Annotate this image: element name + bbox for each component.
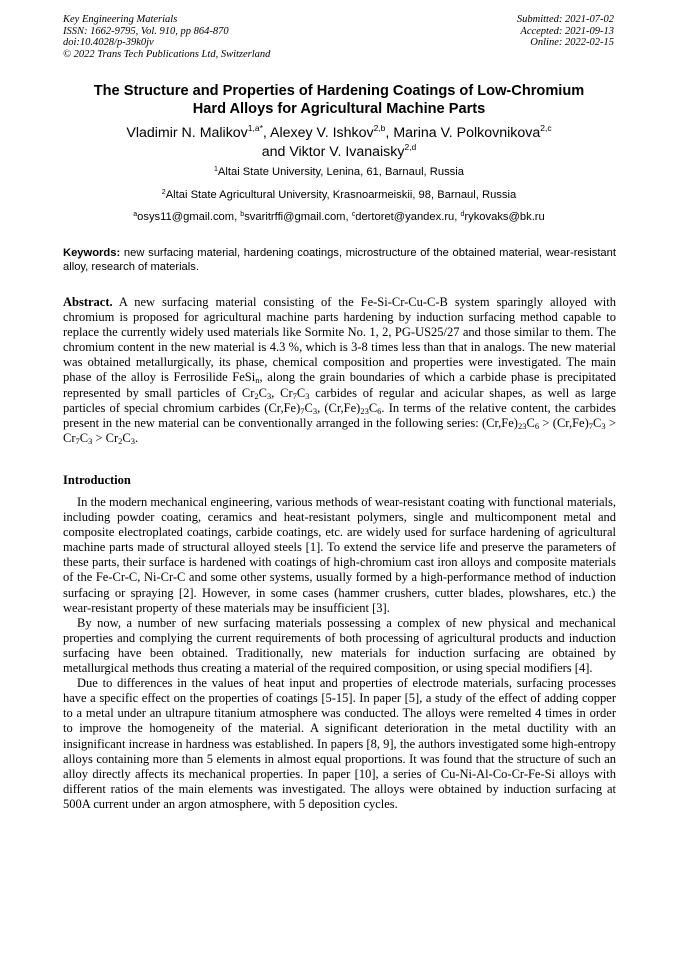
formula-subscript: 23 <box>517 420 527 431</box>
affil-text: Altai State University, Lenina, 61, Barnaul, Russia <box>217 166 464 178</box>
abstract-text: . In terms of the relative content, the carbides present in the new material can be conventionally arranged in the following series: (Cr,Fe) <box>63 400 616 430</box>
author-conjunction: and <box>261 144 290 160</box>
formula-subscript: n <box>255 375 260 386</box>
email-link[interactable]: svaritrffi@gmail.com, <box>244 211 352 223</box>
abstract-text: C <box>593 415 602 430</box>
abstract-text: . <box>135 430 139 445</box>
author-list <box>60 124 618 162</box>
author-name: Alexey V. Ishkov <box>270 125 374 141</box>
paragraph: By now, a number of new surfacing materials possessing a complex of new physical and mechanical properties and complying the current requirements of both processing of agricultural products and induction surfacing have been obtained. Traditionally, new materials for induction surfacing are obtained by metallurgical methods thus creating a material of the required composition, or using special modifiers [4]. <box>63 615 616 676</box>
affiliation-2 <box>40 189 638 201</box>
journal-issn: ISSN: 1662-9795, Vol. 910, pp 864-870 <box>63 25 229 37</box>
affil-mark: 2 <box>161 189 166 196</box>
formula-subscript: 7 <box>75 435 80 446</box>
author-name: Vladimir N. Malikov <box>126 125 248 141</box>
accepted-date: Accepted: 2021-09-13 <box>520 25 614 37</box>
email-mark: b <box>240 211 245 218</box>
formula-subscript: 2 <box>118 435 123 446</box>
formula-subscript: 3 <box>601 420 606 431</box>
abstract-text: C <box>304 400 313 415</box>
email-link[interactable]: rykovaks@bk.ru <box>464 211 545 223</box>
abstract-text: , (Cr,Fe) <box>317 400 361 415</box>
formula-subscript: 6 <box>534 420 540 431</box>
abstract-label: Abstract. <box>63 295 113 309</box>
author-affil-mark: 2,b <box>373 123 386 133</box>
paper-title <box>55 82 623 118</box>
abstract-text: > Cr <box>92 430 119 445</box>
author-name: Marina V. Polkovnikova <box>393 125 541 141</box>
email-link[interactable]: osys11@gmail.com, <box>137 211 241 223</box>
section-heading-introduction: Introduction <box>63 473 131 487</box>
author-affil-mark: 2,d <box>404 142 417 152</box>
formula-subscript: 23 <box>360 405 369 416</box>
formula-subscript: 2 <box>254 390 259 401</box>
abstract-text: > Cr <box>63 415 616 445</box>
email-list <box>40 211 638 223</box>
formula-subscript: 6 <box>377 405 382 416</box>
abstract-text: , Cr <box>271 385 293 400</box>
title-line-1: The Structure and Properties of Hardening Coatings of Low-Chromium <box>93 83 585 99</box>
formula-subscript: 3 <box>130 435 135 446</box>
submitted-date: Submitted: 2021-07-02 <box>516 14 614 25</box>
keywords <box>63 246 616 274</box>
keywords-label: Keywords: <box>63 247 121 259</box>
author-separator: , <box>262 125 271 141</box>
email-mark: a <box>133 211 138 218</box>
email-mark: d <box>460 211 465 218</box>
formula-subscript: 3 <box>88 435 93 446</box>
abstract-text: C <box>258 385 267 400</box>
submission-dates <box>517 14 614 49</box>
abstract-text: carbides of regular and acicular shapes, as well as large particles of special chromium carbides (Cr,Fe) <box>63 385 616 415</box>
author-affil-mark: 1,a* <box>247 123 263 133</box>
affiliation-1 <box>40 166 638 178</box>
abstract-text: > (Cr,Fe) <box>539 415 589 430</box>
abstract-text: C <box>296 385 306 400</box>
author-name: Viktor V. Ivanaisky <box>289 144 405 160</box>
affil-mark: 1 <box>214 166 218 173</box>
journal-copyright: © 2022 Trans Tech Publications Ltd, Switzerland <box>63 48 271 60</box>
abstract-text: C <box>526 415 535 430</box>
formula-subscript: 7 <box>292 390 297 401</box>
formula-subscript: 3 <box>305 390 310 401</box>
author-affil-mark: 2,c <box>540 123 552 133</box>
online-date: Online: 2022-02-15 <box>530 37 614 49</box>
abstract <box>63 295 616 446</box>
abstract-text: C <box>122 430 131 445</box>
email-mark: c <box>351 211 356 218</box>
affil-text: Altai State Agricultural University, Krasnoarmeiskii, 98, Barnaul, Russia <box>165 189 517 201</box>
author-separator: , <box>385 125 394 141</box>
paragraph: In the modern mechanical engineering, various methods of wear-resistant coating with functional materials, including powder coating, ceramics and heat-resistant polymers, single and multicomponent metal and composite electroplated coatings, carbide coatings, etc. are widely used for surface hardening of agricultural machine parts made of structural alloyed steels [1]. To extend the service life and preserve the parameters of these parts, their surface is hardened with coatings of high-chromium cast iron alloys and composite materials of the Fe-Cr-C, Ni-Cr-C and some other systems, usually formed by a high-performance method of induction surfacing or spraying [2]. However, in some cases (hammer crushers, cutter blades, plowshares, etc.) the wear-resistant property of these materials may be insufficient [3]. <box>63 495 616 615</box>
keywords-text: new surfacing material, hardening coatings, microstructure of the obtained material, wear-resistant alloy, research of materials. <box>63 247 616 273</box>
paragraph: Due to differences in the values of heat input and properties of electrode materials, surfacing processes have a specific effect on the properties of coatings [5-15]. In paper [5], a study of the effect of adding copper to a metal under an ultrapure titanium atmosphere was conducted. The alloys were remelted 4 times in order to improve the homogeneity of the material. A significant deterioration in the metal ductility with an insignificant increase in hardness was established. In papers [8, 9], the authors investigated some high-entropy alloys containing more than 5 elements in almost equal proportions. It was found that the structure of such an alloy directly affects its mechanical properties. In paper [10], a series of Cu-Ni-Al-Co-Cr-Fe-Si alloys with different ratios of the main elements was investigated. The alloys were obtained by induction surfacing at 500A current under an argon atmosphere, with 5 deposition cycles. <box>63 676 616 811</box>
title-line-2: Hard Alloys for Agricultural Machine Parts <box>192 101 486 117</box>
formula-subscript: 7 <box>588 420 593 431</box>
email-link[interactable]: dertoret@yandex.ru, <box>355 211 461 223</box>
abstract-text: C <box>79 430 89 445</box>
introduction-body <box>63 495 616 812</box>
formula-subscript: 3 <box>312 405 318 416</box>
formula-subscript: 7 <box>300 405 305 416</box>
journal-doi[interactable]: doi:10.4028/p-39k0jv <box>63 37 154 49</box>
formula-subscript: 3 <box>266 390 272 401</box>
abstract-text: , along the grain boundaries of which a carbide phase is precipitated represented by small particles of Cr <box>63 370 616 400</box>
journal-name: Key Engineering Materials <box>63 14 178 25</box>
journal-info <box>63 14 270 60</box>
abstract-text: C <box>368 400 378 415</box>
abstract-text: A new surfacing material consisting of the Fe-Si-Cr-Cu-C-B system sparingly alloyed with chromium is proposed for agricultural machine parts hardening by induction surfacing method capable to replace the currently widely used materials like Sormite No. 1, 2, PG-US25/27 and those similar to them. The chromium content in the new material is 4.3 %, which is 3-8 times less than that in analogs. The new material was obtained metallurgically, its phase, chemical composition and properties were investigated. The main phase of the alloy is Ferrosilide FeSi <box>63 295 616 385</box>
